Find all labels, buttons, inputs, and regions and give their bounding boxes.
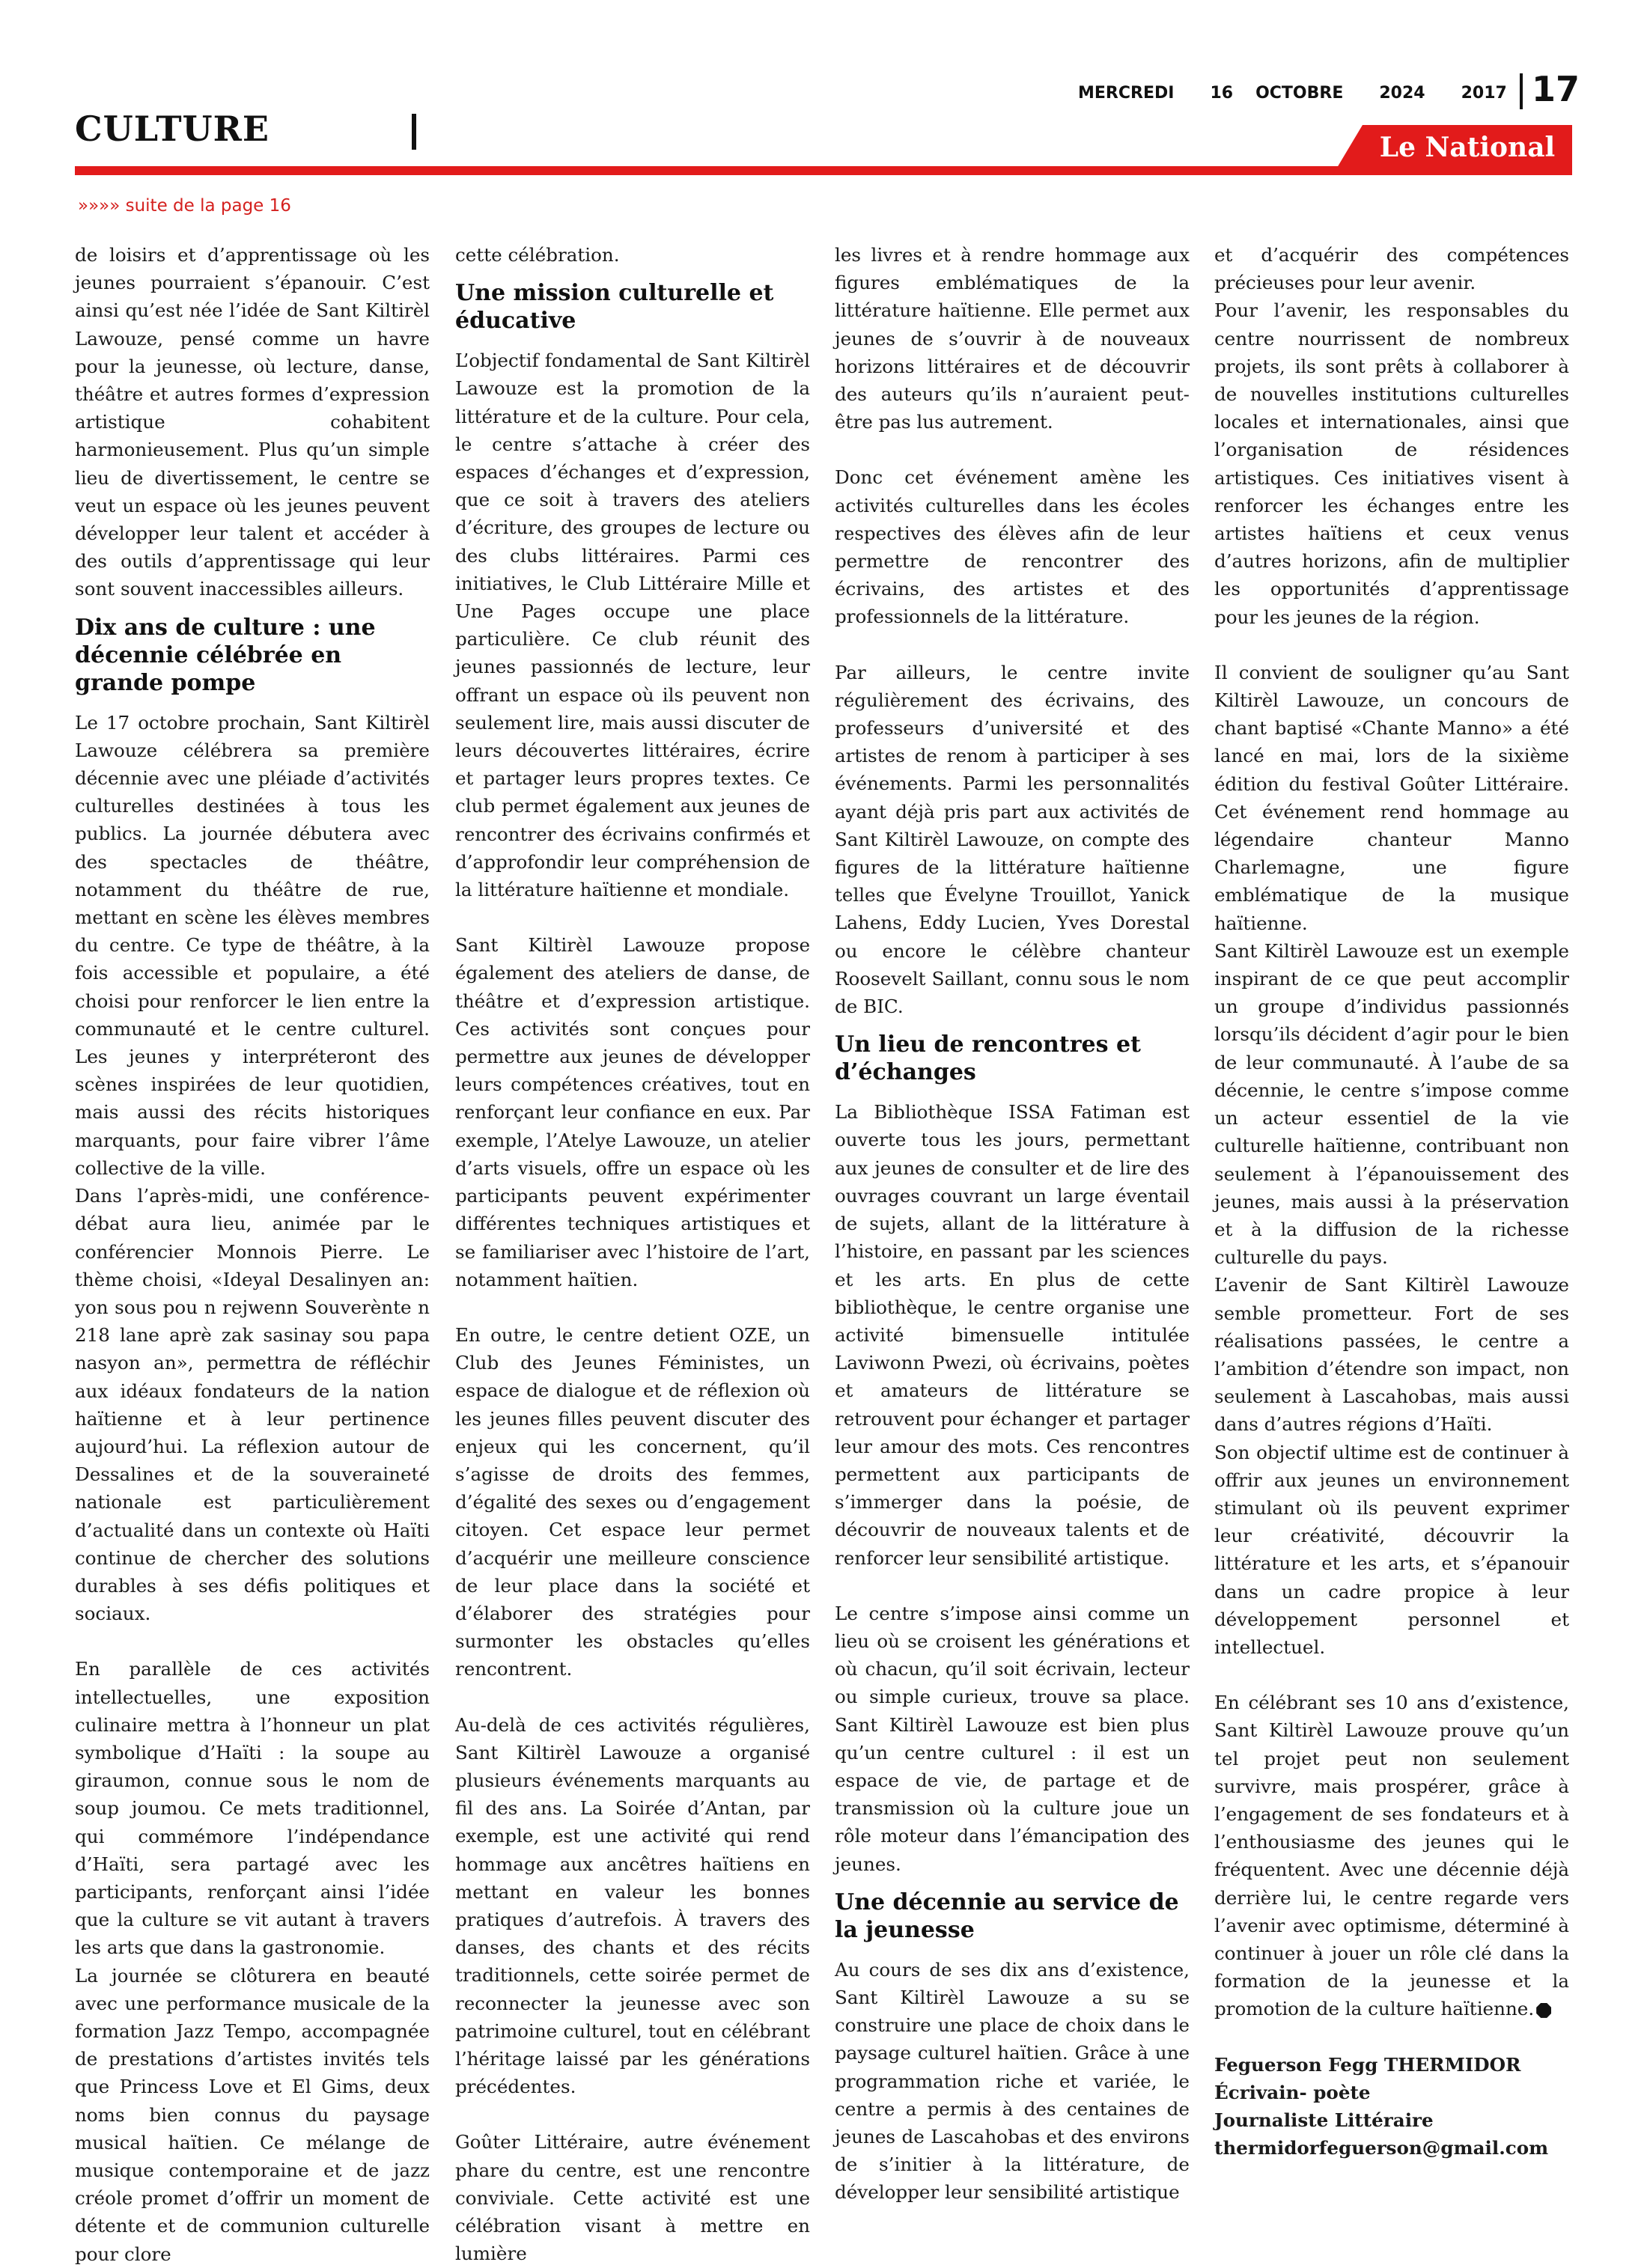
paragraph bbox=[1214, 1689, 1569, 2022]
subheading: Dix ans de culture : une décennie célébrée en grande pompe bbox=[75, 614, 376, 696]
paragraph: En parallèle de ces activités intellectuelles, une exposition culinaire mettra à l’honneur un plat symbolique d’Haïti : la soupe au giraumon, connue sous le nom de soup joumou. Ce mets traditionnel, qui commémore l’indépendance d’Haïti, sera partagé avec les participants, renforçant ainsi l’idée que la culture se vit autant à travers les arts que dans la gastronomie. bbox=[75, 1658, 430, 1959]
paragraph: les livres et à rendre hommage aux figures emblématiques de la littérature haïtienne. Elle permet aux jeunes de s’ouvrir à de nouveaux horizons littéraires et de découvrir des auteurs qu’ils n’auraient peut-être pas lus autrement. bbox=[835, 244, 1190, 433]
paragraph: Le centre s’impose ainsi comme un lieu où se croisent les générations et où chacun, qu’il soit écrivain, lecteur ou simple curieux, trouve sa place. Sant Kiltirèl Lawouze est bien plus qu’un centre culturel : il est un espace de vie, de partage et de transmission où la culture joue un rôle moteur dans l’émancipation des jeunes. bbox=[835, 1602, 1190, 1875]
paragraph: et d’acquérir des compétences précieuses pour leur avenir. bbox=[1214, 244, 1569, 294]
paragraph: Donc cet événement amène les activités culturelles dans les écoles respectives des élèves afin de leur permettre de rencontrer des écrivains, des artistes et des professionnels de la littérature. bbox=[835, 466, 1190, 628]
continued-from-note: »»»» suite de la page 16 bbox=[78, 196, 291, 216]
paragraph: Au cours de ses dix ans d’existence, Sant Kiltirèl Lawouze a su se construire une place de choix dans le paysage culturel haïtien. Grâce à une programmation riche et variée, le centre a permis à des centaines de jeunes de Lascahobas et des environs de s’initier à la littérature, de développer leur sensibilité artistique bbox=[835, 1958, 1190, 2204]
paragraph: Sant Kiltirèl Lawouze est un exemple inspirant de ce que peut accomplir un groupe d’individus passionnés lorsqu’ils décident d’agir pour le bien de leur communauté. À l’aube de sa décennie, le centre s’impose comme un acteur essentiel de la vie culturelle haïtienne, contribuant non seulement à l’épanouissement des jeunes, mais aussi à la préservation et à la diffusion de la richesse culturelle du pays. bbox=[1214, 939, 1569, 1269]
paragraph: cette célébration. bbox=[455, 244, 620, 266]
paragraph: Pour l’avenir, les responsables du centre nourrissent de nombreux projets, ils sont prêts à collaborer à de nouvelles institutions culturelles locales et internationales, ainsi que l’organisation de résidences artistiques. Ces initiatives visent à renforcer les échanges entre les artistes haïtiens et ceux venus d’autres horizons, afin de multiplier les opportunités d’apprentissage pour les jeunes de la région. bbox=[1214, 299, 1569, 628]
author-name: Feguerson Fegg THERMIDOR bbox=[1214, 2053, 1521, 2076]
paragraph: Le 17 octobre prochain, Sant Kiltirèl Lawouze célébrera sa première décennie avec une pléiade d’activités culturelles destinées à tous les publics. La journée débutera avec des spectacles de théâtre, notamment du théâtre de rue, mettant en scène les élèves membres du centre. Ce type de théâtre, à la fois accessible et populaire, a été choisi pour renforcer le lien entre la communauté et le centre culturel. Les jeunes y interpréteront des scènes inspirées de leur quotidien, mais aussi des récits historiques marquants, pour faire vibrer l’âme collective de la ville. bbox=[75, 711, 430, 1179]
paragraph: Il convient de souligner qu’au Sant Kiltirèl Lawouze, un concours de chant baptisé «Chante Manno» a été lancé en mai, lors de la sixième édition du festival Goûter Littéraire. Cet événement rend hommage au légendaire chanteur Manno Charlemagne, une figure emblématique de la musique haïtienne. bbox=[1214, 661, 1569, 934]
subheading: Une mission culturelle et éducative bbox=[455, 280, 774, 335]
dateline-day: MERCREDI bbox=[1078, 84, 1175, 103]
dateline-date: 16 bbox=[1210, 84, 1234, 103]
paragraph: Sant Kiltirèl Lawouze propose également des ateliers de danse, de théâtre et d’expression artistique. Ces activités sont conçues pour permettre aux jeunes de développer leurs compétences créatives, tout en renforçant leur confiance en eux. Par exemple, l’Atelye Lawouze, un atelier d’arts visuels, offre un espace où les participants peuvent expérimenter différentes techniques artistiques et se familiariser avec l’histoire de l’art, notamment haïtien. bbox=[455, 934, 810, 1290]
dateline bbox=[1078, 84, 1507, 103]
paragraph: Dans l’après-midi, une conférence-débat aura lieu, animée par le conférencier Monnois Pierre. Le thème choisi, «Ideyal Desalinyen an: yon sous pou n rejwenn Souverènte n 218 lane aprè zak sasinay sou papa nasyon an», permettra de réfléchir aux idéaux fondateurs de la nation haïtienne et à leur pertinence aujourd’hui. La réflexion autour de Dessalines et de la souveraineté nationale est particulièrement d’actualité dans un contexte où Haïti continue de chercher des solutions durables à ses défis politiques et sociaux. bbox=[75, 1185, 430, 1625]
paragraph: L’avenir de Sant Kiltirèl Lawouze semble prometteur. Fort de ses réalisations passées, le centre a l’ambition d’étendre son impact, non seulement à Lascahobas, mais aussi dans d’autres régions d’Haïti. bbox=[1214, 1274, 1569, 1436]
paragraph: En outre, le centre detient OZE, un Club des Jeunes Féministes, un espace de dialogue et de réflexion où les jeunes filles peuvent discuter des enjeux qui les concernent, qu’il s’agisse de droits des femmes, d’égalité des sexes ou d’engagement citoyen. Cet espace leur permet d’acquérir une meilleure conscience de leur place dans la société et d’élaborer des stratégies pour surmonter les obstacles qu’elles rencontrent. bbox=[455, 1323, 810, 1680]
article-column-3 bbox=[835, 241, 1190, 2207]
section-title: CULTURE bbox=[75, 109, 270, 149]
dateline-year: 2024 bbox=[1379, 84, 1425, 103]
page-number-divider bbox=[1520, 73, 1523, 109]
end-of-article-icon bbox=[1536, 2003, 1551, 2018]
paragraph: Goûter Littéraire, autre événement phare du centre, est une rencontre conviviale. Cette activité est une célébration visant à mettre en lumière bbox=[455, 2131, 810, 2265]
article-column-4 bbox=[1214, 241, 1569, 2162]
brand-name: Le National bbox=[1379, 132, 1556, 163]
paragraph: Son objectif ultime est de continuer à offrir aux jeunes un environnement stimulant où ils peuvent exprimer leur créativité, découvrir la littérature et les arts, et s’épanouir dans un cadre propice à leur développement personnel et intellectuel. bbox=[1214, 1441, 1569, 1658]
dateline-edition-year: 2017 bbox=[1461, 84, 1507, 103]
paragraph: de loisirs et d’apprentissage où les jeunes pourraient s’épanouir. C’est ainsi qu’est née l’idée de Sant Kiltirèl Lawouze, pensé comme un havre pour la jeunesse, où lecture, danse, théâtre et autres formes d’expression artistique cohabitent harmonieusement. Plus qu’un simple lieu de divertissement, le centre se veut un espace où les jeunes peuvent développer leur talent et accéder à des outils d’apprentissage qui leur sont souvent inaccessibles ailleurs. bbox=[75, 244, 430, 600]
paragraph: Au-delà de ces activités régulières, Sant Kiltirèl Lawouze a organisé plusieurs événements marquants au fil des ans. La Soirée d’Antan, par exemple, est une activité qui rend hommage aux ancêtres haïtiens en mettant en valeur les bonnes pratiques d’autrefois. À travers des danses, des chants et des récits traditionnels, cette soirée permet de reconnecter la jeunesse avec son patrimoine culturel, tout en célébrant l’héritage laissé par les générations précédentes. bbox=[455, 1713, 810, 2098]
author-email: thermidorfeguerson@gmail.com bbox=[1214, 2136, 1549, 2159]
subheading: Un lieu de rencontres et d’échanges bbox=[835, 1031, 1141, 1086]
author-title: Journaliste Littéraire bbox=[1214, 2109, 1434, 2131]
author-role: Écrivain- poète bbox=[1214, 2081, 1371, 2103]
article-column-2 bbox=[455, 241, 810, 2267]
closing-paragraph-text: En célébrant ses 10 ans d’existence, Sant Kiltirèl Lawouze prouve qu’un tel projet peut non seulement survivre, mais prospérer, grâce à l’engagement de ses fondateurs et à l’enthousiasme des jeunes qui le fréquentent. Avec une décennie déjà derrière lui, le centre regarde vers l’avenir avec optimisme, déterminé à continuer à jouer un rôle clé dans la formation de la jeunesse et la promotion de la culture haïtienne. bbox=[1214, 1692, 1569, 2020]
paragraph: La journée se clôturera en beauté avec une performance musicale de la formation Jazz Tempo, accompagnée de prestations d’artistes invités tels que Princess Love et El Gims, deux noms bien connus du paysage musical haïtien. Ce mélange de musique contemporaine et de jazz créole promet d’offrir un moment de détente et de communion culturelle pour clore bbox=[75, 1964, 430, 2265]
byline bbox=[1214, 2051, 1569, 2162]
article-column-1 bbox=[75, 241, 430, 2268]
page-number: 17 bbox=[1532, 69, 1580, 109]
paragraph: La Bibliothèque ISSA Fatiman est ouverte tous les jours, permettant aux jeunes de consulter et de lire des ouvrages couvrant un large éventail de sujets, allant de la littérature à l’histoire, en passant par les sciences et les arts. En plus de cette bibliothèque, le centre organise une activité bimensuelle intitulée Laviwonn Pwezi, où écrivains, poètes et amateurs de littérature se retrouvent pour échanger et partager leur amour des mots. Ces rencontres permettent aux participants de s’immerger dans la poésie, de découvrir de nouveaux talents et de renforcer leur sensibilité artistique. bbox=[835, 1101, 1190, 1569]
title-divider bbox=[412, 114, 416, 150]
paragraph: L’objectif fondamental de Sant Kiltirèl Lawouze est la promotion de la littérature et de la culture. Pour cela, le centre s’attache à créer des espaces d’échanges et d’expression, que ce soit à travers des ateliers d’écriture, des groupes de lecture ou des clubs littéraires. Parmi ces initiatives, le Club Littéraire Mille et Une Pages occupe une place particulière. Ce club réunit des jeunes passionnés de lecture, leur offrant un espace où ils peuvent non seulement lire, mais aussi discuter de leurs découvertes littéraires, écrire et partager leurs propres textes. Ce club permet également aux jeunes de rencontrer des écrivains confirmés et d’approfondir leur compréhension de la littérature haïtienne et mondiale. bbox=[455, 350, 810, 901]
paragraph: Par ailleurs, le centre invite régulièrement des écrivains, des professeurs d’université et des artistes de renom à participer à ses événements. Parmi les personnalités ayant déjà pris part aux activités de Sant Kiltirèl Lawouze, on compte des figures de la littérature haïtienne telles que Évelyne Trouillot, Yanick Lahens, Eddy Lucien, Yves Dorestal ou encore le célèbre chanteur Roosevelt Saillant, connu sous le nom de BIC. bbox=[835, 661, 1190, 1018]
dateline-month: OCTOBRE bbox=[1255, 84, 1344, 103]
subheading: Une décennie au service de la jeunesse bbox=[835, 1889, 1179, 1943]
